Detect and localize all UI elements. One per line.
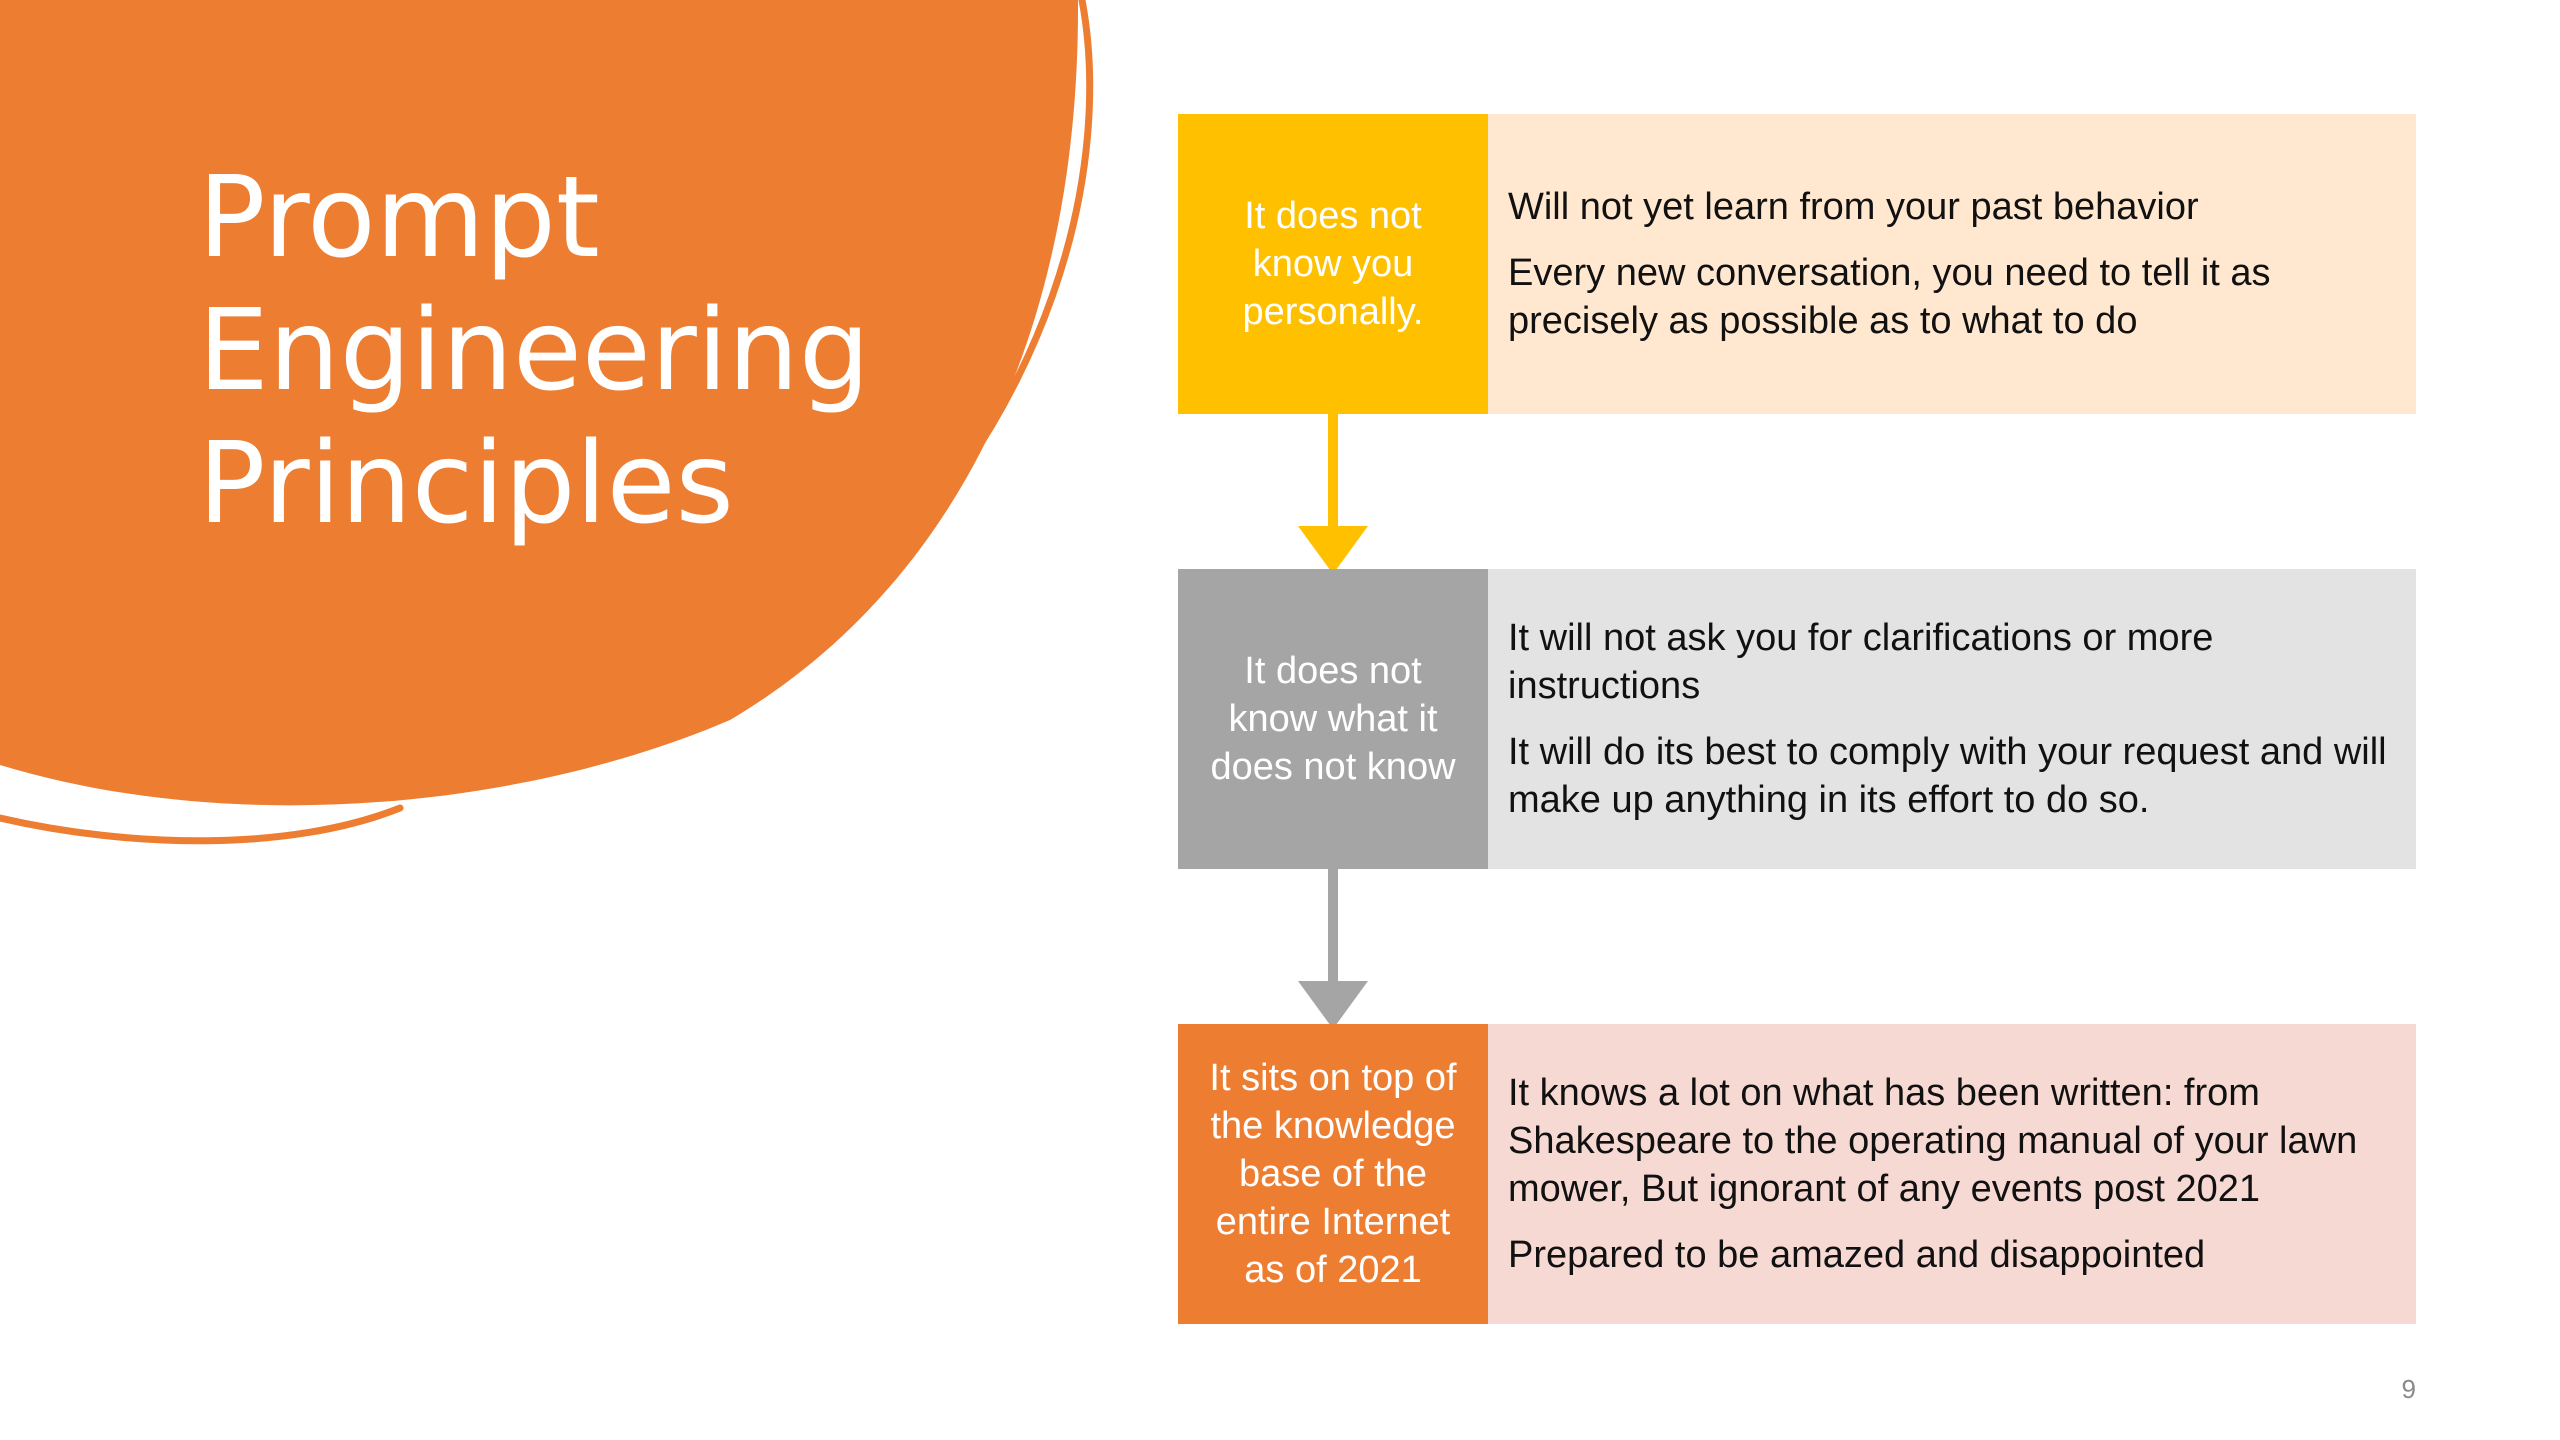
title-line-3: Principles — [198, 419, 734, 549]
detail-text: Every new conversation, you need to tell it as precisely as possible as to what to do — [1508, 252, 2271, 342]
title-line-1: Prompt — [198, 153, 600, 283]
principle-details-3 — [1488, 1024, 2416, 1324]
title-line-2: Engineering — [198, 286, 870, 416]
detail-text: Prepared to be amazed and disappointed — [1508, 1234, 2206, 1276]
principle-row-3 — [1178, 1024, 2416, 1324]
detail-text: It will do its best to comply with your request and will make up anything in its effort to do so. — [1508, 731, 2387, 821]
slide-title — [198, 152, 870, 551]
principle-row-1 — [1178, 114, 2416, 414]
detail-text: Will not yet learn from your past behavior — [1508, 186, 2199, 228]
principle-details-1 — [1488, 114, 2416, 414]
arrow-down-icon — [1298, 869, 1368, 1029]
principle-details-2 — [1488, 569, 2416, 869]
orange-circle-arc-bottom — [0, 808, 400, 841]
slide-page-number: 9 — [2401, 1374, 2416, 1404]
detail-text: It knows a lot on what has been written: from Shakespeare to the operating manual of your lawn mower, But ignorant of any events post 2021 — [1508, 1072, 2358, 1210]
arrow-down-icon — [1298, 414, 1368, 574]
principle-label-2: It does not know what it does not know — [1178, 569, 1488, 869]
detail-text: It will not ask you for clarifications or more instructions — [1508, 617, 2214, 707]
principle-label-1: It does not know you personally. — [1178, 114, 1488, 414]
principle-row-2 — [1178, 569, 2416, 869]
principle-label-3: It sits on top of the knowledge base of the entire Internet as of 2021 — [1178, 1024, 1488, 1324]
